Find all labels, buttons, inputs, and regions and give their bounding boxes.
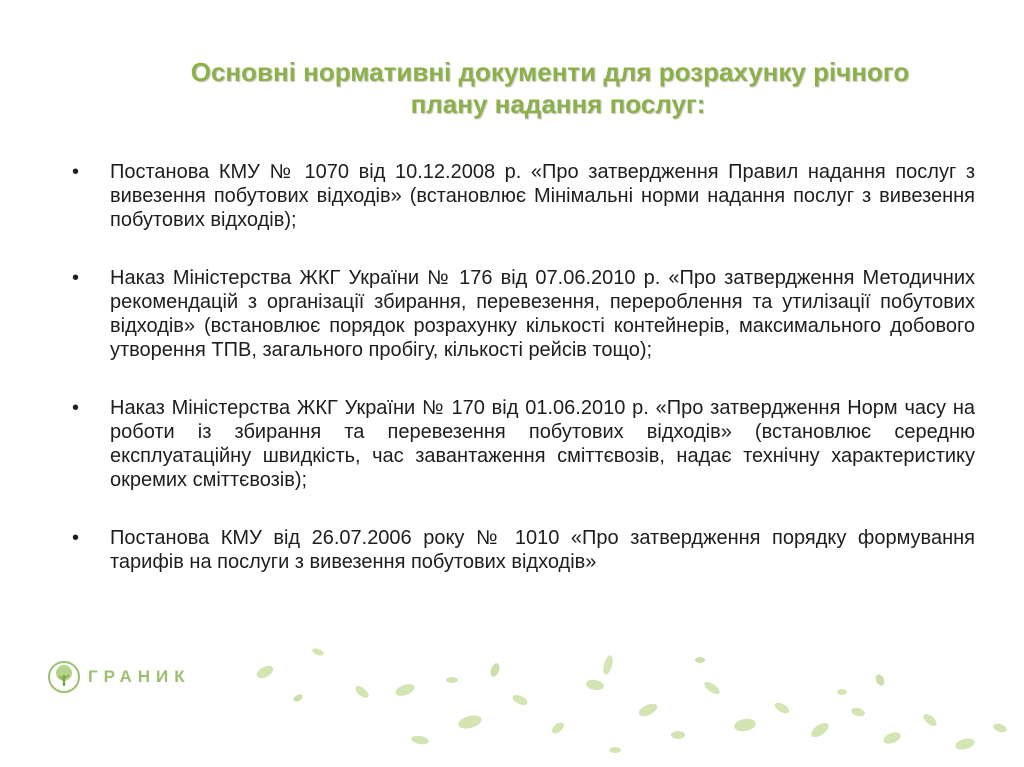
list-item-text: Постанова КМУ від 26.07.2006 року № 1010 «Про затвердження порядку формування тарифів на послуги з вивезення побутових відходів» bbox=[110, 527, 975, 573]
slide-title-line-2: плану надання послуг: bbox=[410, 89, 706, 119]
tree-icon bbox=[48, 661, 80, 693]
list-item bbox=[72, 266, 975, 362]
bullet-icon: • bbox=[72, 397, 80, 419]
slide-title-line-1: Основні нормативні документи для розрахунку річного bbox=[190, 57, 910, 87]
list-item-text: Постанова КМУ № 1070 від 10.12.2008 р. «Про затвердження Правил надання послуг з вивезення побутових відходів» (встановлює Мінімальні норми надання послуг з вивезення побутових відходів); bbox=[110, 161, 975, 231]
logo-text: ГРАНИК bbox=[88, 667, 191, 686]
slide-title bbox=[100, 56, 1000, 120]
list-item bbox=[72, 526, 975, 574]
logo bbox=[48, 660, 191, 694]
list-item-text: Наказ Міністерства ЖКГ України № 170 від 01.06.2010 р. «Про затвердження Норм часу на роботи із збирання та перевезення побутових відходів» (встановлює середню експлуатаційну швидкість, час завантаження сміттєвозів, надає технічну характеристику окремих сміттєвозів); bbox=[110, 397, 975, 491]
bullet-icon: • bbox=[72, 161, 80, 183]
list-item bbox=[72, 396, 975, 492]
bullet-icon: • bbox=[72, 527, 80, 549]
documents-list bbox=[72, 160, 975, 608]
list-item bbox=[72, 160, 975, 232]
bullet-icon: • bbox=[72, 267, 80, 289]
list-item-text: Наказ Міністерства ЖКГ України № 176 від 07.06.2010 р. «Про затвердження Методичних рекомендацій з організації збирання, перевезення, перероблення та утилізації побутових відходів» (встановлює порядок розрахунку кількості контейнерів, максимального добового утворення ТПВ, загального пробігу, кількості рейсів тощо); bbox=[110, 267, 975, 361]
